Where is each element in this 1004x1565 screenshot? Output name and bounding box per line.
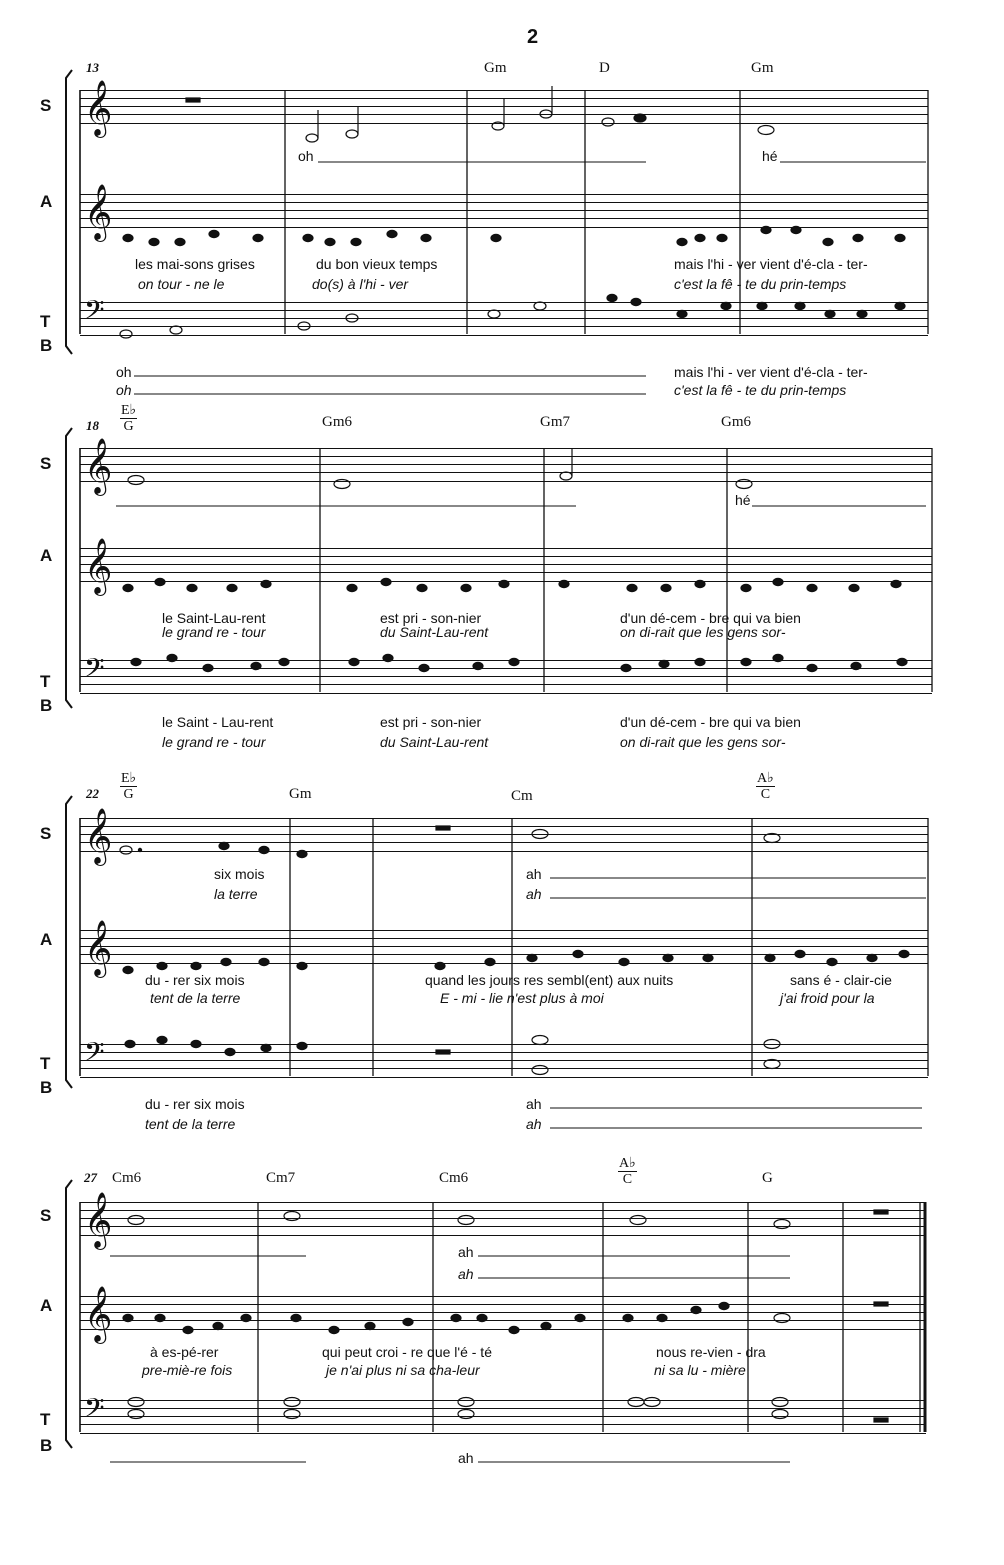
alto-lyric: mais l'hi - ver vient d'é-cla - ter- bbox=[674, 256, 868, 272]
soprano-lyric: la terre bbox=[214, 886, 258, 902]
tb-lyric: ah bbox=[526, 1116, 542, 1132]
chord-symbol: Gm bbox=[289, 786, 312, 802]
chord-symbol: Gm bbox=[751, 60, 774, 76]
voice-label-soprano: S bbox=[40, 454, 52, 473]
treble-clef-icon: 𝄞 bbox=[84, 920, 113, 976]
voice-label-bass: B bbox=[40, 696, 53, 715]
chord-symbol: G bbox=[762, 1170, 773, 1186]
voice-label-soprano: S bbox=[40, 1206, 52, 1225]
chord-fraction-bottom: C bbox=[760, 787, 771, 802]
treble-clef-icon: 𝄞 bbox=[84, 184, 113, 240]
tb-lyric: on di-rait que les gens sor- bbox=[620, 734, 786, 750]
tb-lyric: ah bbox=[526, 1096, 542, 1112]
alto-lyric: le grand re - tour bbox=[162, 624, 266, 640]
chord-symbol: Gm6 bbox=[721, 414, 751, 430]
soprano-lyric: hé bbox=[735, 492, 751, 508]
voice-label-alto: A bbox=[40, 930, 53, 949]
tb-lyric: ah bbox=[458, 1450, 474, 1466]
alto-lyric: E - mi - lie n'est plus à moi bbox=[440, 990, 604, 1006]
chord-symbol: Gm6 bbox=[322, 414, 352, 430]
chord-symbol: Cm bbox=[511, 788, 533, 804]
tb-lyric: oh bbox=[116, 382, 132, 398]
chord-fraction-bottom: C bbox=[622, 1172, 633, 1187]
page-number: 2 bbox=[527, 26, 539, 48]
alto-lyric: quand les jours res sembl(ent) aux nuits bbox=[425, 972, 674, 988]
chord-symbol: Gm bbox=[484, 60, 507, 76]
bass-clef-icon: 𝄢 bbox=[84, 1392, 105, 1430]
alto-lyric: du - rer six mois bbox=[145, 972, 245, 988]
bass-clef-icon: 𝄢 bbox=[84, 1036, 105, 1074]
soprano-lyric: ah bbox=[458, 1266, 474, 1282]
measure-number: 22 bbox=[86, 786, 99, 801]
soprano-lyric: ah bbox=[526, 866, 542, 882]
chord-symbol: Cm6 bbox=[112, 1170, 142, 1186]
tb-lyric: du - rer six mois bbox=[145, 1096, 245, 1112]
alto-lyric: j'ai froid pour la bbox=[780, 990, 875, 1006]
alto-lyric: sans é - clair-cie bbox=[790, 972, 892, 988]
alto-lyric: c'est la fê - te du prin-temps bbox=[674, 276, 847, 292]
measure-number: 27 bbox=[84, 1170, 97, 1185]
chord-symbol: D bbox=[599, 60, 610, 76]
tb-lyric: tent de la terre bbox=[145, 1116, 236, 1132]
voice-label-bass: B bbox=[40, 1436, 53, 1455]
treble-clef-icon: 𝄞 bbox=[84, 808, 113, 864]
alto-lyric: d'un dé-cem - bre qui va bien bbox=[620, 610, 801, 626]
alto-lyric: nous re-vien - dra bbox=[656, 1344, 766, 1360]
alto-lyric: qui peut croi - re que l'é - té bbox=[322, 1344, 492, 1360]
voice-label-bass: B bbox=[40, 1078, 53, 1097]
chord-symbol: Gm7 bbox=[540, 414, 570, 430]
tb-lyric: le Saint - Lau-rent bbox=[162, 714, 274, 730]
treble-clef-icon: 𝄞 bbox=[84, 1286, 113, 1342]
alto-lyric: à es-pé-rer bbox=[150, 1344, 219, 1360]
voice-label-soprano: S bbox=[40, 824, 52, 843]
measure-number: 13 bbox=[86, 60, 99, 75]
soprano-lyric: hé bbox=[762, 148, 778, 164]
voice-label-tenor: T bbox=[40, 1054, 51, 1073]
tb-lyric: le grand re - tour bbox=[162, 734, 266, 750]
treble-clef-icon: 𝄞 bbox=[84, 438, 113, 494]
alto-lyric: do(s) à l'hi - ver bbox=[312, 276, 409, 292]
bass-clef-icon: 𝄢 bbox=[84, 652, 105, 690]
alto-lyric: est pri - son-nier bbox=[380, 610, 482, 626]
voice-label-alto: A bbox=[40, 1296, 53, 1315]
tb-lyric: est pri - son-nier bbox=[380, 714, 482, 730]
voice-label-alto: A bbox=[40, 546, 53, 565]
soprano-lyric: ah bbox=[526, 886, 542, 902]
tb-lyric: du Saint-Lau-rent bbox=[380, 734, 489, 750]
alto-lyric: tent de la terre bbox=[150, 990, 241, 1006]
treble-clef-icon: 𝄞 bbox=[84, 80, 113, 136]
alto-lyric: pre-miè-re fois bbox=[142, 1362, 233, 1378]
voice-label-tenor: T bbox=[40, 672, 51, 691]
alto-lyric: on tour - ne le bbox=[138, 276, 225, 292]
chord-symbol: Cm7 bbox=[266, 1170, 296, 1186]
alto-lyric: on di-rait que les gens sor- bbox=[620, 624, 786, 640]
tb-lyric: d'un dé-cem - bre qui va bien bbox=[620, 714, 801, 730]
alto-lyric: je n'ai plus ni sa cha-leur bbox=[326, 1362, 480, 1378]
voice-label-tenor: T bbox=[40, 1410, 51, 1429]
soprano-lyric: ah bbox=[458, 1244, 474, 1260]
voice-label-tenor: T bbox=[40, 312, 51, 331]
chord-fraction-top: E♭ bbox=[121, 771, 137, 786]
chord-fraction-top: E♭ bbox=[121, 403, 137, 418]
measure-number: 18 bbox=[86, 418, 99, 433]
alto-lyric: les mai-sons grises bbox=[135, 256, 255, 272]
tb-lyric: mais l'hi - ver vient d'é-cla - ter- bbox=[674, 364, 868, 380]
tb-lyric: oh bbox=[116, 364, 132, 380]
chord-fraction-top: A♭ bbox=[757, 771, 774, 786]
tb-lyric: c'est la fê - te du prin-temps bbox=[674, 382, 847, 398]
alto-lyric: du Saint-Lau-rent bbox=[380, 624, 489, 640]
chord-fraction-bottom: G bbox=[123, 419, 134, 434]
voice-label-soprano: S bbox=[40, 96, 52, 115]
chord-symbol: Cm6 bbox=[439, 1170, 469, 1186]
alto-lyric: du bon vieux temps bbox=[316, 256, 438, 272]
chord-fraction-top: A♭ bbox=[619, 1156, 636, 1171]
bass-clef-icon: 𝄢 bbox=[84, 294, 105, 332]
voice-label-bass: B bbox=[40, 336, 53, 355]
alto-lyric: le Saint-Lau-rent bbox=[162, 610, 266, 626]
alto-lyric: ni sa lu - mière bbox=[654, 1362, 746, 1378]
voice-label-alto: A bbox=[40, 192, 53, 211]
soprano-lyric: six mois bbox=[214, 866, 265, 882]
chord-fraction-bottom: G bbox=[123, 787, 134, 802]
soprano-lyric: oh bbox=[298, 148, 314, 164]
treble-clef-icon: 𝄞 bbox=[84, 538, 113, 594]
treble-clef-icon: 𝄞 bbox=[84, 1192, 113, 1248]
